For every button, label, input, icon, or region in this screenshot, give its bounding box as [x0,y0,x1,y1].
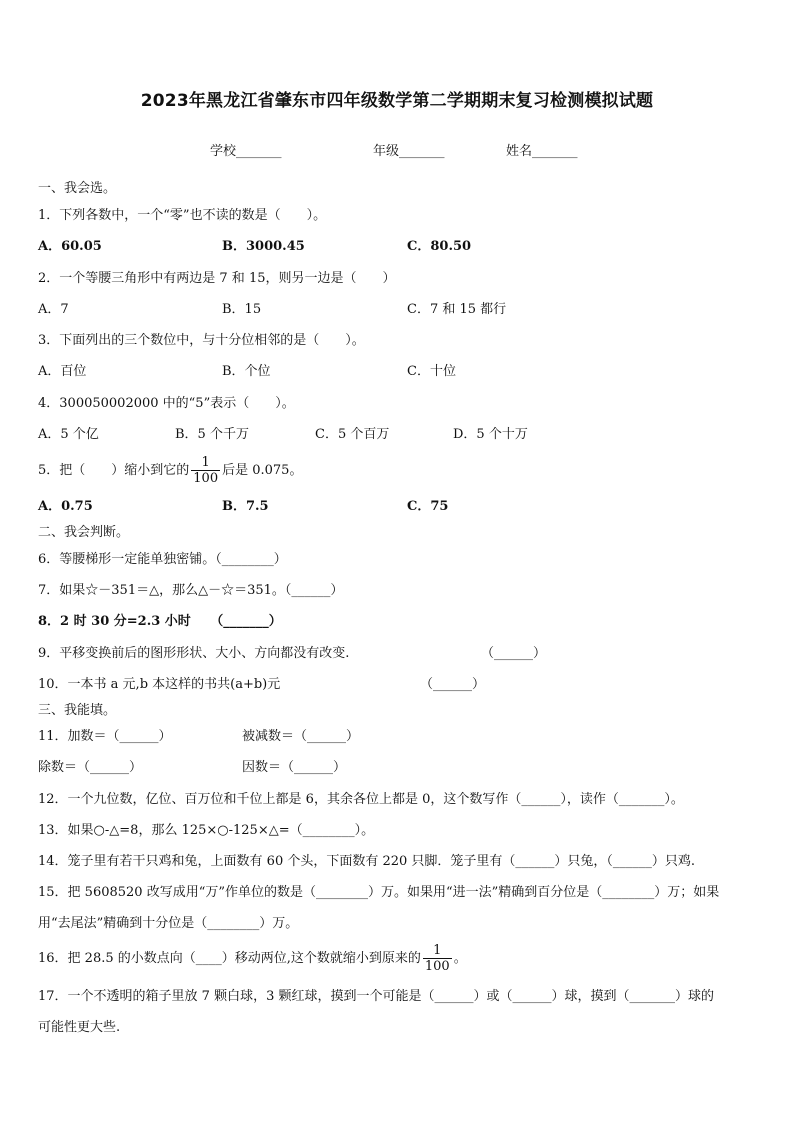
question-17-line2: 可能性更大些. [38,1020,121,1035]
section-heading-judge: 二、我会判断。 [38,525,130,540]
page-title: 2023年黑龙江省肇东市四年级数学第二学期期末复习检测模拟试题 [140,91,654,111]
section-heading-choice: 一、我会选。 [38,181,117,196]
question-10: 10．一本书 a 元,b 本这样的书共(a+b)元 [38,677,281,692]
question-3: 3．下面列出的三个数位中，与十分位相邻的是（ ）。 [38,333,365,348]
question-11-addend: 11．加数＝（______） [38,729,172,744]
question-15-line1: 15．把 5608520 改写成用“万”作单位的数是（________）万。如果用“进一法”精确到百分位是（________）万；如果 [38,885,720,900]
question-4: 4．300050002000 中的“5”表示（ ）。 [38,396,295,411]
q5-text-before: 5．把（ ）缩小到它的 [38,463,190,478]
q1-option-a: A．60.05 [38,239,102,254]
fraction-numerator: 1 [433,943,442,958]
question-17-line1: 17．一个不透明的箱子里放 7 颗白球，3 颗红球，摸到一个可能是（______）或（______）球，摸到（_______）球的 [38,989,714,1004]
q5-text-after: 后是 0.075。 [222,463,303,478]
question-16 [38,943,467,975]
question-5 [38,455,302,487]
fraction [423,943,452,974]
question-12: 12．一个九位数，亿位、百万位和千位上都是 6，其余各位上都是 0，这个数写作（______），读作（_______）。 [38,792,684,807]
question-6: 6．等腰梯形一定能单独密铺。（________） [38,552,287,567]
q2-option-b: B．15 [222,302,262,317]
fraction-denominator: 100 [424,959,450,974]
q5-option-b: B．7.5 [222,499,269,514]
question-13: 13．如果○-△=8，那么 125×○-125×△=（________）。 [38,823,375,838]
q5-option-c: C．75 [407,499,449,514]
q2-option-a: A．7 [38,302,69,317]
question-14: 14．笼子里有若干只鸡和兔，上面数有 60 个头，下面数有 220 只脚．笼子里有（______）只兔，（______）只鸡. [38,854,696,869]
q16-text-before: 16．把 28.5 的小数点向（____）移动两位,这个数就缩小到原来的 [38,951,421,966]
question-7: 7．如果☆－351＝△，那么△－☆＝351。（______） [38,583,344,598]
q3-option-c: C．十位 [407,364,456,379]
question-2: 2．一个等腰三角形中有两边是 7 和 15，则另一边是（ ） [38,271,396,286]
q4-option-d: D．5 个十万 [453,427,528,442]
question-11-factor: 因数＝（______） [242,760,347,775]
name-field: 姓名_______ [506,144,578,159]
fraction-numerator: 1 [201,455,210,470]
grade-field: 年级_______ [373,144,445,159]
question-8: 8．2 时 30 分=2.3 小时 （_______） [38,614,282,629]
q1-option-c: C．80.50 [407,239,472,254]
q3-option-b: B．个位 [222,364,271,379]
fraction [191,455,220,486]
q3-option-a: A．百位 [38,364,87,379]
question-9: 9．平移变换前后的图形形状、大小、方向都没有改变. [38,646,350,661]
q4-option-a: A．5 个亿 [38,427,99,442]
q10-answer-blank: （______） [420,677,486,692]
q1-option-b: B．3000.45 [222,239,305,254]
question-11-divisor: 除数＝（______） [38,760,143,775]
q4-option-c: C．5 个百万 [315,427,390,442]
fraction-denominator: 100 [193,471,219,486]
q16-text-after: 。 [453,951,467,966]
q4-option-b: B．5 个千万 [175,427,249,442]
q9-answer-blank: （______） [481,646,547,661]
question-11-minuend: 被减数＝（______） [242,729,360,744]
q5-option-a: A．0.75 [38,499,93,514]
q2-option-c: C．7 和 15 都行 [407,302,507,317]
question-1: 1．下列各数中，一个“零”也不读的数是（ ）。 [38,208,327,223]
question-15-line2: 用“去尾法”精确到十分位是（________）万。 [38,916,299,931]
school-field: 学校_______ [210,144,282,159]
section-heading-fill: 三、我能填。 [38,703,117,718]
